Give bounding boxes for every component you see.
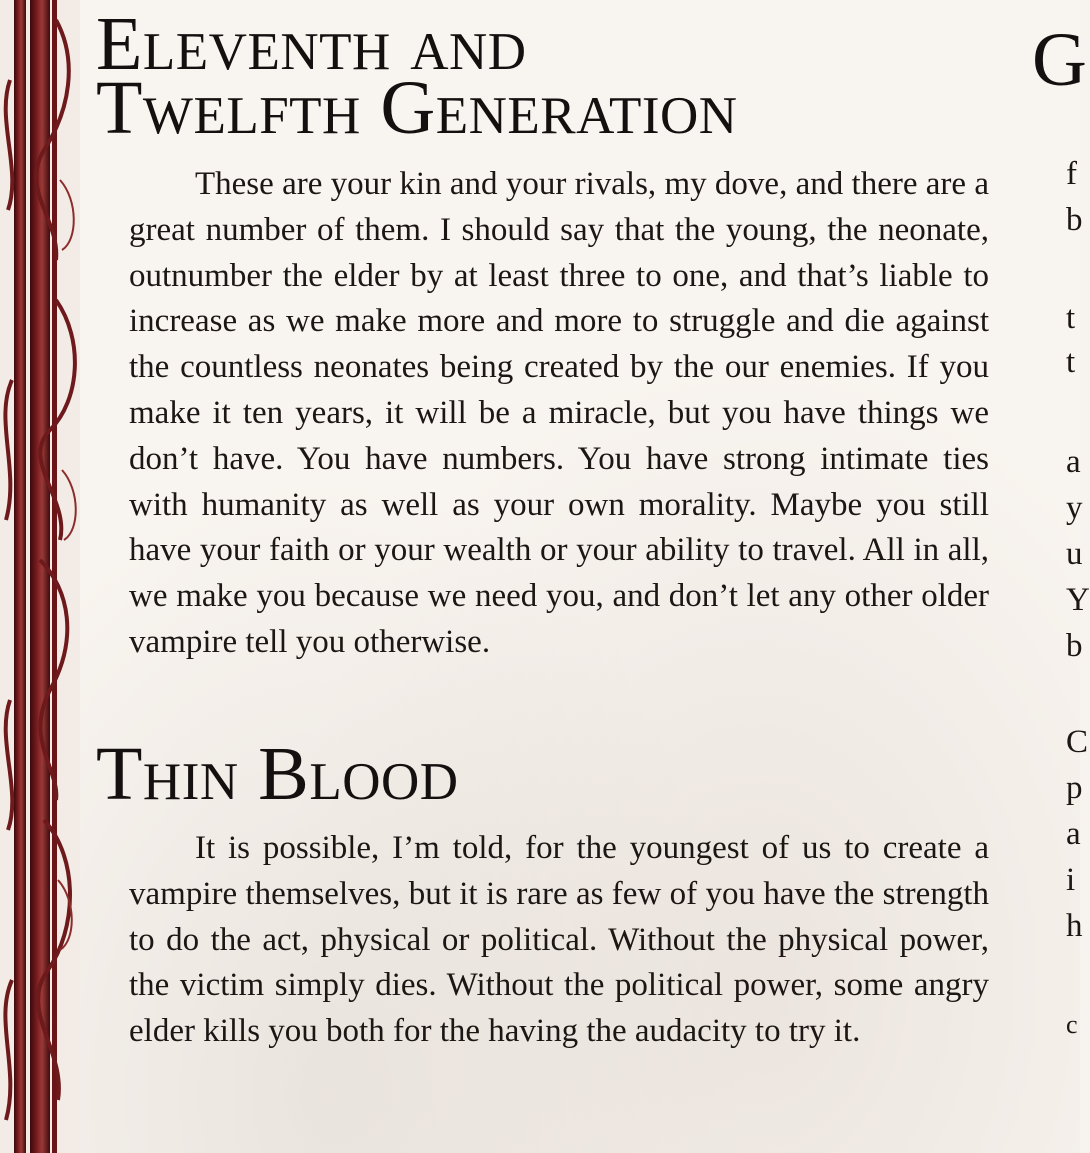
text-fragment: p <box>1066 770 1083 806</box>
adjacent-heading-fragment: G <box>1032 18 1087 102</box>
text-fragment: b <box>1066 202 1083 238</box>
text-fragment: a <box>1066 816 1081 852</box>
text-fragment: a <box>1066 444 1081 480</box>
adjacent-column-fragment <box>1032 0 1090 1153</box>
heading-line-2: Twelfth Generation <box>96 66 738 150</box>
text-fragment: i <box>1066 862 1076 898</box>
section-heading-thin-blood: Thin Blood <box>96 732 459 816</box>
vine-border-icon <box>0 0 80 1153</box>
text-fragment: t <box>1066 344 1076 380</box>
text-fragment: c <box>1066 1010 1078 1039</box>
text-fragment: Y <box>1066 582 1090 618</box>
text-fragment: t <box>1066 300 1076 336</box>
text-fragment: u <box>1066 536 1083 572</box>
eleventh-generation-paragraph: These are your kin and your rivals, my dove, and there are a great number of them. I should say that the young, the neonate, outnumber the elder by at least three to one, and that’s liable to increase as we make more and more to struggle and die against the countless neonates being created by the our enemies. If you make it ten years, it will be a miracle, but you have things we don’t have. You have numbers. You have strong intimate ties with humanity as well as your own morality. Maybe you still have your faith or your wealth or your ability to travel. All in all, we make you because we need you, and don’t let any other older vampire tell you otherwise. <box>129 166 989 660</box>
text-fragment: h <box>1066 908 1083 944</box>
text-fragment: b <box>1066 628 1083 664</box>
section-heading-eleventh-twelfth <box>96 2 856 150</box>
thin-blood-paragraph: It is possible, I’m told, for the youngest of us to create a vampire themselves, but it is rare as few of you have the strength to do the act, physical or political. Without the physical power, the victim simply dies. Without the political power, some angry elder kills you both for the having the audacity to try it. <box>129 830 989 1050</box>
text-fragment: C <box>1066 724 1089 760</box>
text-fragment: y <box>1066 490 1083 526</box>
text-fragment: f <box>1066 156 1077 192</box>
heading-line-1: Eleventh and <box>96 2 527 86</box>
